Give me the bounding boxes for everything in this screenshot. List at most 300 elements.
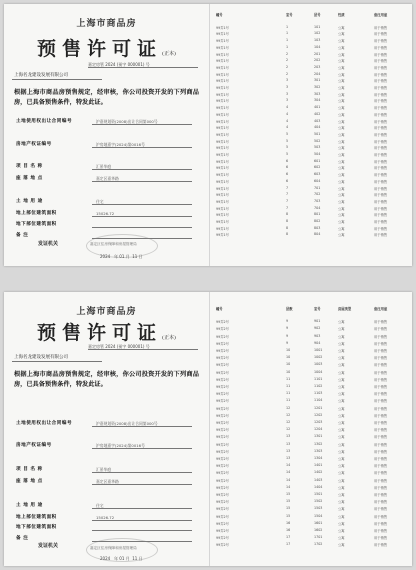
table-cell: 用于销售 bbox=[374, 186, 388, 191]
table-cell: 99弄2号 bbox=[216, 377, 229, 382]
table-cell: 3 bbox=[286, 85, 289, 89]
table-cell: 公寓 bbox=[338, 52, 345, 57]
table-cell: 503 bbox=[314, 145, 321, 150]
table-cell: 公寓 bbox=[338, 320, 345, 325]
table-cell: 用于销售 bbox=[374, 79, 388, 84]
table-cell: 404 bbox=[314, 125, 321, 130]
table-cell: 99弄2号 bbox=[216, 464, 229, 469]
table-cell: 公寓 bbox=[338, 377, 345, 382]
table-cell: 用于销售 bbox=[374, 233, 388, 238]
table-cell: 604 bbox=[314, 178, 321, 183]
date-month-unit-2: 月 bbox=[125, 556, 130, 561]
table-cell: 8 bbox=[286, 219, 289, 223]
table-cell: 99弄2号 bbox=[216, 442, 229, 447]
unit-table-page-2 bbox=[210, 292, 412, 566]
certificate-statement: 根据上海市商品房预售规定，经审核，你公司投资开发的下列商品房，已具备预售条件，特发此证。 bbox=[14, 89, 199, 106]
table-cell: 用于销售 bbox=[374, 153, 388, 157]
issuer-label-2: 发证机关 bbox=[38, 543, 59, 549]
table-cell: 公寓 bbox=[338, 507, 345, 512]
table-cell: 公寓 bbox=[338, 166, 345, 171]
table-cell: 用于销售 bbox=[374, 173, 388, 178]
table-cell: 101 bbox=[314, 24, 321, 29]
p2-field-label: 土 地 用 途 bbox=[16, 503, 43, 508]
table-cell: 1104 bbox=[314, 398, 323, 403]
table-cell: 99弄2号 bbox=[216, 500, 229, 505]
p2-field-label: 房地产权证编号 bbox=[16, 443, 52, 448]
unit-table-page-1 bbox=[210, 4, 412, 266]
table-cell: 公寓 bbox=[338, 514, 345, 519]
table-cell: 99弄2号 bbox=[216, 485, 229, 490]
column-header: 幢号 bbox=[216, 307, 223, 311]
table-cell: 201 bbox=[314, 51, 321, 56]
table-cell: 99弄1号 bbox=[216, 119, 229, 124]
table-cell: 公寓 bbox=[338, 199, 345, 204]
table-cell: 99弄2号 bbox=[216, 363, 229, 368]
table-cell: 202 bbox=[314, 58, 321, 63]
table-cell: 用于销售 bbox=[374, 193, 388, 198]
table-cell: 用于销售 bbox=[374, 385, 388, 389]
table-cell: 99弄2号 bbox=[216, 478, 229, 483]
table-cell: 8 bbox=[286, 212, 289, 217]
table-cell: 603 bbox=[314, 172, 321, 177]
certificate-front-2 bbox=[4, 292, 210, 566]
certificate-statement-2: 根据上海市商品房预售规定，经审核，你公司投资开发的下列商品房，已具备预售条件，特发此证。 bbox=[14, 371, 199, 388]
table-cell: 用于销售 bbox=[374, 349, 388, 353]
table-cell: 用于销售 bbox=[374, 370, 388, 375]
table-cell: 用于销售 bbox=[374, 507, 388, 512]
table-cell: 301 bbox=[314, 78, 321, 83]
table-cell: 公寓 bbox=[338, 529, 345, 533]
table-cell: 用于销售 bbox=[374, 119, 388, 124]
table-cell: 用于销售 bbox=[374, 226, 388, 231]
date-year-unit: 年 bbox=[114, 254, 119, 259]
table-cell: 1202 bbox=[314, 412, 323, 417]
table-cell: 10 bbox=[286, 369, 291, 374]
column-header: 性质 bbox=[338, 13, 345, 17]
table-cell: 1702 bbox=[314, 542, 323, 547]
table-cell: 99弄1号 bbox=[216, 99, 229, 104]
table-cell: 公寓 bbox=[338, 59, 345, 64]
table-cell: 99弄1号 bbox=[216, 32, 229, 37]
table-cell: 99弄1号 bbox=[216, 220, 229, 224]
date-year-unit-2: 年 bbox=[114, 556, 119, 561]
table-cell: 401 bbox=[314, 105, 321, 110]
table-cell: 99弄1号 bbox=[216, 92, 229, 97]
table-cell: 1503 bbox=[314, 506, 323, 511]
table-cell: 501 bbox=[314, 131, 321, 136]
table-cell: 99弄1号 bbox=[216, 72, 229, 77]
table-cell: 8 bbox=[286, 232, 289, 237]
issuer-label: 发证机关 bbox=[38, 241, 59, 247]
table-cell: 公寓 bbox=[338, 72, 345, 77]
table-cell: 99弄1号 bbox=[216, 126, 229, 131]
table-cell: 用于销售 bbox=[374, 327, 388, 332]
table-cell: 用于销售 bbox=[374, 413, 388, 418]
table-cell: 12 bbox=[286, 412, 291, 417]
table-cell: 3 bbox=[286, 78, 289, 83]
table-cell: 702 bbox=[314, 192, 321, 197]
table-cell: 13 bbox=[286, 434, 291, 439]
main-title-text: 预售许可证 bbox=[37, 38, 163, 60]
table-cell: 502 bbox=[314, 138, 321, 143]
table-cell: 公寓 bbox=[338, 126, 345, 131]
table-cell: 99弄1号 bbox=[216, 79, 229, 84]
table-cell: 99弄1号 bbox=[216, 166, 229, 171]
table-cell: 99弄1号 bbox=[216, 112, 229, 117]
table-cell: 99弄2号 bbox=[216, 413, 229, 418]
table-cell: 99弄1号 bbox=[216, 199, 229, 204]
table-cell: 1302 bbox=[314, 441, 323, 446]
table-cell: 用于销售 bbox=[374, 320, 388, 325]
p1-field-label: 土 地 用 途 bbox=[16, 199, 43, 204]
table-cell: 304 bbox=[314, 98, 321, 103]
table-cell: 公寓 bbox=[338, 392, 345, 397]
license-year: 2024 bbox=[105, 62, 116, 67]
table-cell: 99弄1号 bbox=[216, 52, 229, 57]
table-cell: 公寓 bbox=[338, 153, 345, 157]
table-cell: 公寓 bbox=[338, 220, 345, 224]
table-cell: 99弄2号 bbox=[216, 428, 229, 433]
table-cell: 99弄1号 bbox=[216, 25, 229, 30]
table-cell: 902 bbox=[314, 326, 321, 331]
table-cell: 99弄1号 bbox=[216, 45, 229, 50]
table-cell: 公寓 bbox=[338, 206, 345, 211]
table-cell: 用于销售 bbox=[374, 92, 388, 97]
table-cell: 13 bbox=[286, 456, 291, 460]
table-cell: 用于销售 bbox=[374, 428, 388, 433]
table-cell: 12 bbox=[286, 405, 291, 410]
table-cell: 公寓 bbox=[338, 119, 345, 124]
table-cell: 公寓 bbox=[338, 385, 345, 389]
table-cell: 14 bbox=[286, 470, 291, 475]
table-cell: 1701 bbox=[314, 535, 323, 540]
table-cell: 用于销售 bbox=[374, 356, 388, 361]
issue-date bbox=[100, 254, 143, 260]
table-cell: 公寓 bbox=[338, 173, 345, 178]
table-cell: 7 bbox=[286, 205, 289, 210]
table-cell: 公寓 bbox=[338, 370, 345, 375]
table-cell: 3 bbox=[286, 98, 289, 103]
p2-field-value: 汇景华庭 bbox=[96, 466, 112, 472]
table-cell: 99弄2号 bbox=[216, 435, 229, 440]
table-cell: 用于销售 bbox=[374, 341, 388, 346]
table-cell: 16 bbox=[286, 528, 291, 532]
table-cell: 1301 bbox=[314, 434, 323, 439]
date-month-unit: 月 bbox=[125, 254, 130, 259]
table-cell: 6 bbox=[286, 178, 289, 183]
table-cell: 用于销售 bbox=[374, 529, 388, 533]
table-cell: 用于销售 bbox=[374, 199, 388, 204]
table-cell: 99弄2号 bbox=[216, 457, 229, 461]
table-cell: 1404 bbox=[314, 484, 323, 489]
table-cell: 用于销售 bbox=[374, 159, 388, 164]
table-cell: 用于销售 bbox=[374, 334, 388, 339]
table-cell: 用于销售 bbox=[374, 126, 388, 131]
table-cell: 公寓 bbox=[338, 399, 345, 404]
table-cell: 99弄1号 bbox=[216, 106, 229, 111]
table-cell: 4 bbox=[286, 118, 289, 123]
table-cell: 2 bbox=[286, 64, 289, 69]
date-year-2: 2024 bbox=[100, 556, 111, 561]
table-cell: 1 bbox=[286, 44, 289, 49]
table-cell: 公寓 bbox=[338, 65, 345, 70]
p2-field-value: 嘉定区嘉华路 bbox=[96, 478, 119, 484]
table-cell: 99弄2号 bbox=[216, 543, 229, 548]
table-cell: 9 bbox=[286, 319, 289, 324]
table-cell: 901 bbox=[314, 319, 321, 324]
p2-field-label: 项 目 名 称 bbox=[16, 467, 43, 472]
table-cell: 公寓 bbox=[338, 32, 345, 37]
table-cell: 12 bbox=[286, 420, 291, 424]
table-cell: 8 bbox=[286, 225, 289, 230]
table-cell: 用于销售 bbox=[374, 45, 388, 50]
table-cell: 1 bbox=[286, 31, 289, 36]
table-cell: 204 bbox=[314, 71, 321, 76]
table-cell: 99弄1号 bbox=[216, 153, 229, 157]
table-cell: 公寓 bbox=[338, 457, 345, 461]
table-cell: 用于销售 bbox=[374, 213, 388, 218]
table-cell: 用于销售 bbox=[374, 485, 388, 490]
table-cell: 公寓 bbox=[338, 159, 345, 164]
table-cell: 2 bbox=[286, 58, 289, 63]
table-cell: 11 bbox=[286, 398, 291, 403]
table-cell: 9 bbox=[286, 326, 289, 331]
table-cell: 99弄1号 bbox=[216, 186, 229, 191]
table-cell: 7 bbox=[286, 192, 289, 197]
table-cell: 99弄2号 bbox=[216, 356, 229, 361]
table-cell: 1103 bbox=[314, 391, 323, 396]
table-cell: 公寓 bbox=[338, 464, 345, 469]
column-header: 备注用途 bbox=[374, 13, 388, 17]
table-cell: 公寓 bbox=[338, 327, 345, 332]
table-cell: 6 bbox=[286, 165, 289, 170]
table-cell: 用于销售 bbox=[374, 206, 388, 211]
table-cell: 5 bbox=[286, 138, 289, 143]
table-cell: 公寓 bbox=[338, 226, 345, 231]
table-cell: 4 bbox=[286, 105, 289, 110]
table-cell: 1601 bbox=[314, 520, 323, 525]
table-cell: 10 bbox=[286, 362, 291, 367]
table-cell: 用于销售 bbox=[374, 464, 388, 469]
table-cell: 公寓 bbox=[338, 428, 345, 433]
table-cell: 17 bbox=[286, 535, 291, 540]
table-cell: 公寓 bbox=[338, 471, 345, 476]
table-cell: 402 bbox=[314, 111, 321, 116]
table-cell: 用于销售 bbox=[374, 132, 388, 137]
table-cell: 6 bbox=[286, 172, 289, 177]
table-cell: 99弄2号 bbox=[216, 399, 229, 404]
table-cell: 103 bbox=[314, 38, 321, 43]
table-cell: 99弄2号 bbox=[216, 334, 229, 339]
license-mid: (预字 bbox=[116, 62, 127, 67]
table-cell: 99弄1号 bbox=[216, 226, 229, 231]
table-cell: 公寓 bbox=[338, 435, 345, 440]
developer-name: 上海名龙建设发展有限公司 bbox=[14, 73, 68, 78]
table-cell: 99弄1号 bbox=[216, 213, 229, 218]
p2-field-value: 住宅 bbox=[96, 502, 104, 508]
table-cell: 99弄2号 bbox=[216, 406, 229, 411]
table-cell: 99弄2号 bbox=[216, 507, 229, 512]
table-cell: 99弄1号 bbox=[216, 139, 229, 144]
table-cell: 用于销售 bbox=[374, 52, 388, 57]
column-header: 房屋类型 bbox=[338, 307, 352, 311]
table-cell: 9 bbox=[286, 333, 289, 338]
column-header: 层数 bbox=[286, 307, 293, 311]
table-cell: 公寓 bbox=[338, 449, 345, 454]
table-cell: 504 bbox=[314, 152, 321, 156]
table-cell: 用于销售 bbox=[374, 536, 388, 541]
date-day-2: 11 bbox=[132, 556, 138, 561]
table-cell: 1204 bbox=[314, 427, 323, 432]
table-cell: 用于销售 bbox=[374, 442, 388, 447]
table-cell: 公寓 bbox=[338, 334, 345, 339]
table-cell: 4 bbox=[286, 125, 289, 130]
issue-date-2 bbox=[100, 556, 143, 562]
certificate-front bbox=[4, 4, 210, 266]
table-cell: 1602 bbox=[314, 528, 323, 532]
date-day: 11 bbox=[132, 254, 138, 259]
table-cell: 903 bbox=[314, 333, 321, 338]
table-cell: 302 bbox=[314, 85, 321, 89]
table-cell: 用于销售 bbox=[374, 377, 388, 382]
main-title-suffix: (正本) bbox=[162, 51, 176, 57]
table-cell: 公寓 bbox=[338, 112, 345, 117]
table-cell: 公寓 bbox=[338, 406, 345, 411]
table-cell: 公寓 bbox=[338, 349, 345, 353]
seal-text: 嘉定区住房保障和房屋管理局 bbox=[90, 242, 137, 246]
table-cell: 公寓 bbox=[338, 132, 345, 137]
table-cell: 11 bbox=[286, 376, 291, 381]
table-cell: 1502 bbox=[314, 499, 323, 504]
certificate-page-1 bbox=[4, 4, 412, 266]
table-cell: 1002 bbox=[314, 355, 323, 360]
table-cell: 公寓 bbox=[338, 493, 345, 497]
p2-field-value: 沪嘉规划资(2008)出让合同第000号 bbox=[96, 420, 158, 426]
table-cell: 801 bbox=[314, 212, 321, 217]
table-cell: 99弄1号 bbox=[216, 39, 229, 44]
table-cell: 公寓 bbox=[338, 500, 345, 505]
table-cell: 公寓 bbox=[338, 233, 345, 238]
table-cell: 3 bbox=[286, 91, 289, 96]
column-header: 室号 bbox=[314, 307, 321, 311]
table-cell: 99弄2号 bbox=[216, 536, 229, 541]
column-header: 层号 bbox=[314, 13, 321, 17]
table-cell: 公寓 bbox=[338, 99, 345, 104]
certificate-page-2 bbox=[4, 292, 412, 566]
table-cell: 4 bbox=[286, 111, 289, 116]
date-year: 2024 bbox=[100, 254, 111, 259]
date-month: 01 bbox=[119, 254, 125, 259]
table-cell: 1201 bbox=[314, 405, 323, 410]
table-cell: 用于销售 bbox=[374, 543, 388, 548]
column-header: 备注用途 bbox=[374, 307, 388, 311]
table-cell: 用于销售 bbox=[374, 65, 388, 70]
table-cell: 公寓 bbox=[338, 478, 345, 483]
table-cell: 7 bbox=[286, 198, 289, 203]
table-cell: 1303 bbox=[314, 448, 323, 453]
table-cell: 用于销售 bbox=[374, 493, 388, 497]
column-header: 幢号 bbox=[216, 13, 223, 17]
table-cell: 公寓 bbox=[338, 356, 345, 361]
table-cell: 7 bbox=[286, 185, 289, 190]
table-cell: 用于销售 bbox=[374, 521, 388, 526]
table-cell: 公寓 bbox=[338, 39, 345, 44]
table-cell: 15 bbox=[286, 506, 291, 511]
table-cell: 用于销售 bbox=[374, 112, 388, 117]
license-mid-2: (预字 bbox=[116, 344, 127, 349]
table-cell: 1 bbox=[286, 24, 289, 29]
table-cell: 10 bbox=[286, 355, 291, 360]
table-cell: 15 bbox=[286, 513, 291, 518]
p1-field-value: 沪嘉规划资(2008)出让合同第000号 bbox=[96, 118, 158, 124]
date-day-unit-2: 日 bbox=[138, 556, 143, 561]
table-cell: 公寓 bbox=[338, 86, 345, 90]
table-cell: 公寓 bbox=[338, 363, 345, 368]
table-cell: 15 bbox=[286, 499, 291, 504]
table-cell: 5 bbox=[286, 152, 289, 156]
p2-field-label: 备 注 bbox=[16, 536, 29, 541]
p1-field-label: 地下部位建筑面积 bbox=[16, 222, 57, 227]
license-year-2: 2024 bbox=[105, 344, 116, 349]
table-cell: 1004 bbox=[314, 369, 323, 374]
table-cell: 99弄2号 bbox=[216, 471, 229, 476]
table-cell: 1001 bbox=[314, 348, 323, 352]
table-cell: 公寓 bbox=[338, 543, 345, 548]
table-cell: 13 bbox=[286, 441, 291, 446]
table-cell: 904 bbox=[314, 340, 321, 345]
table-cell: 99弄1号 bbox=[216, 193, 229, 198]
p2-field-label: 地下部位建筑面积 bbox=[16, 525, 57, 530]
main-title-2 bbox=[4, 318, 209, 345]
table-cell: 用于销售 bbox=[374, 86, 388, 90]
table-cell: 公寓 bbox=[338, 186, 345, 191]
table-cell: 用于销售 bbox=[374, 25, 388, 30]
table-cell: 公寓 bbox=[338, 536, 345, 541]
license-suffix-2: 号 bbox=[145, 344, 150, 349]
table-cell: 99弄1号 bbox=[216, 146, 229, 151]
table-cell: 17 bbox=[286, 542, 291, 547]
table-cell: 99弄2号 bbox=[216, 341, 229, 346]
table-cell: 99弄2号 bbox=[216, 514, 229, 519]
p1-field-label: 项 目 名 称 bbox=[16, 164, 43, 169]
license-suffix: 号 bbox=[145, 62, 150, 67]
table-cell: 公寓 bbox=[338, 421, 345, 425]
date-month-2: 01 bbox=[119, 556, 125, 561]
p2-field-value: 沪房地嘉字(2024)第0016号 bbox=[96, 442, 145, 448]
table-cell: 用于销售 bbox=[374, 99, 388, 104]
p1-field-label: 地上部位建筑面积 bbox=[16, 211, 57, 216]
table-cell: 用于销售 bbox=[374, 478, 388, 483]
license-num-2: 000001) bbox=[127, 344, 145, 349]
table-cell: 1101 bbox=[314, 376, 323, 381]
p1-field-label: 土地使用权出让合同编号 bbox=[16, 119, 73, 124]
table-cell: 用于销售 bbox=[374, 363, 388, 368]
license-prefix: 嘉定房管 bbox=[88, 62, 104, 67]
table-cell: 1102 bbox=[314, 384, 323, 388]
license-prefix-2: 嘉定房管 bbox=[88, 344, 104, 349]
table-cell: 11 bbox=[286, 391, 291, 396]
table-cell: 用于销售 bbox=[374, 146, 388, 151]
p1-field-label: 座 落 地 点 bbox=[16, 176, 43, 181]
table-cell: 公寓 bbox=[338, 79, 345, 84]
table-cell: 1 bbox=[286, 38, 289, 43]
p2-field-label: 地上部位建筑面积 bbox=[16, 515, 57, 520]
table-cell: 公寓 bbox=[338, 25, 345, 30]
table-cell: 1304 bbox=[314, 456, 323, 460]
table-cell: 14 bbox=[286, 477, 291, 482]
table-cell: 公寓 bbox=[338, 413, 345, 418]
p1-field-value: 嘉定区嘉华路 bbox=[96, 175, 119, 181]
